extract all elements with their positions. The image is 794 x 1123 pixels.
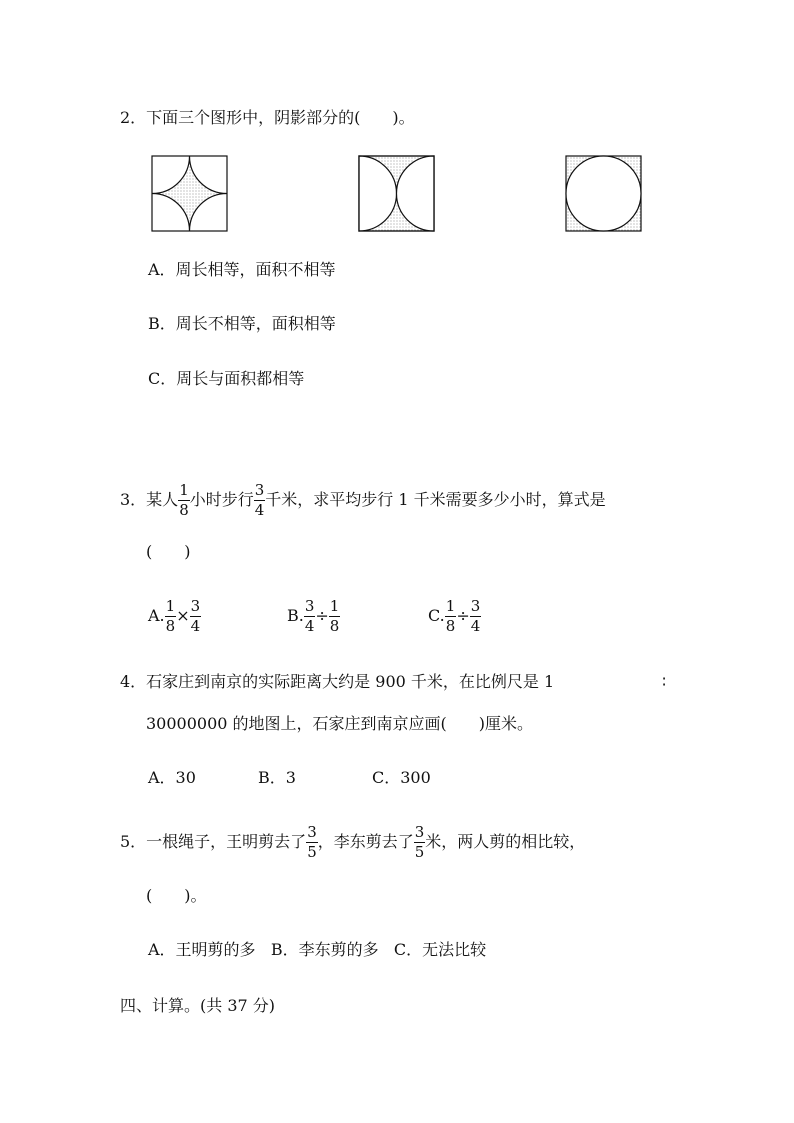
q2-option-a: A．周长相等，面积不相等 — [148, 260, 336, 279]
q3-text-mid: 小时步行 — [189, 490, 254, 509]
q3-number: 3．某人 — [120, 490, 179, 509]
section-heading: 四、计算。(共 37 分) — [120, 996, 276, 1015]
q2-stem: 2．下面三个图形中，阴影部分的( )。 — [120, 108, 415, 127]
q4-option-a: A．30 — [148, 768, 196, 787]
q4-stem-line2: 30000000 的地图上，石家庄到南京应画( )厘米。 — [146, 714, 534, 733]
q5-options — [148, 942, 486, 958]
q5-option-c: C．无法比较 — [393, 940, 487, 959]
q2-option-c: C．周长与面积都相等 — [148, 369, 305, 388]
fraction: $\frac{3}{5}$ — [307, 823, 317, 861]
q3-text-tail: 千米，求平均步行 1 千米需要多少小时，算式是 — [265, 490, 606, 509]
q3-option-a: A. $\frac{1}{8}$ × $\frac{3}{4}$ — [148, 597, 201, 635]
q5-blank: ( )。 — [146, 886, 207, 905]
q4-stem-line1: 4．石家庄到南京的实际距离大约是 900 千米，在比例尺是 1 — [120, 672, 555, 691]
q5-text-a: 5．一根绳子，王明剪去了 — [120, 832, 307, 851]
q4-option-c: C．300 — [372, 768, 431, 787]
q4-colon: ∶ — [662, 672, 667, 691]
figure-half-circles — [357, 154, 437, 232]
q4-option-b: B．3 — [258, 768, 296, 787]
q5-text-c: 米，两人剪的相比较， — [425, 832, 586, 851]
figure-inscribed-circle — [564, 154, 644, 232]
q3-stem — [120, 480, 606, 520]
q5-stem — [120, 822, 585, 862]
fraction: $\frac{3}{5}$ — [414, 823, 425, 861]
figure-inward-arcs — [150, 154, 230, 232]
q3-option-b: B. $\frac{3}{4}$ ÷ $\frac{1}{8}$ — [287, 597, 340, 635]
fraction: $\frac{1}{8}$ — [179, 481, 189, 519]
q5-text-b: ，李东剪去了 — [317, 832, 414, 851]
q5-option-a: A．王明剪的多 — [148, 940, 256, 959]
q3-blank: ( ) — [146, 542, 191, 561]
q5-option-b: B．李东剪的多 — [270, 940, 379, 959]
fraction: $\frac{3}{4}$ — [254, 481, 265, 519]
q3-option-c: C. $\frac{1}{8}$ ÷ $\frac{3}{4}$ — [428, 597, 481, 635]
q2-option-b: B．周长不相等，面积相等 — [148, 314, 336, 333]
